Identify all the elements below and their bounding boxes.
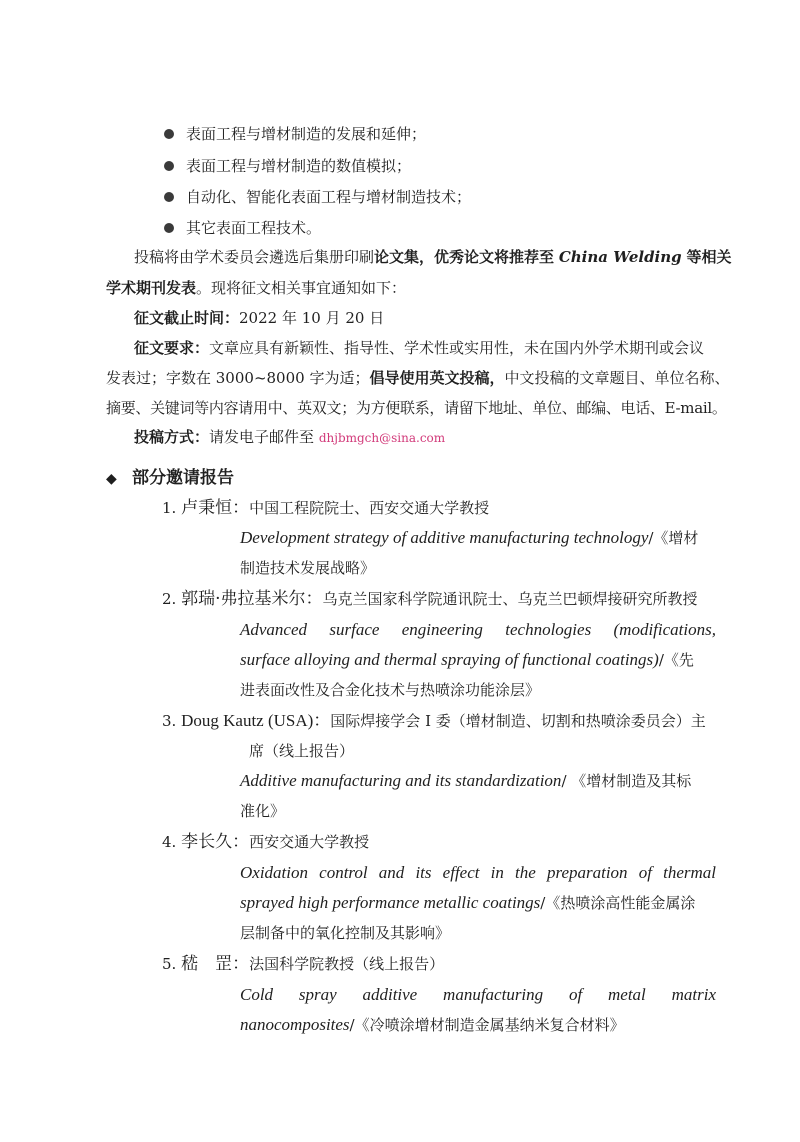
title-word: effect <box>442 863 480 882</box>
speaker-affiliation: 中国工程院院士、西安交通大学教授 <box>249 499 490 517</box>
title-word: Oxidation <box>240 863 308 882</box>
title-word: engineering <box>401 620 483 639</box>
report-title-line: 制造技术发展战略》 <box>240 559 376 577</box>
report-title-line <box>240 619 716 641</box>
requirements-text: 发表过；字数在 3000~8000 字为适； <box>106 369 370 387</box>
speaker-affiliation: 国际焊接学会 I 委（增材制造、切割和热喷涂委员会）主 <box>330 712 706 730</box>
report-title-line <box>240 649 694 671</box>
report-title-line <box>240 1014 625 1036</box>
report-title-line <box>240 892 695 914</box>
report-title-line <box>240 527 698 549</box>
requirements-line-2 <box>106 367 730 389</box>
journal-name: China Welding <box>558 248 682 266</box>
intro-text: 投稿将由学术委员会遴选后集册印刷 <box>134 248 375 266</box>
deadline-value: 2022 年 10 月 20 日 <box>239 309 385 327</box>
speaker-affiliation: 西安交通大学教授 <box>249 833 370 851</box>
bullet-item: 表面工程与增材制造的数值模拟； <box>186 157 412 175</box>
speaker-affiliation: 乌克兰国家科学院通讯院士、乌克兰巴顿焊接研究所教授 <box>322 590 698 608</box>
title-word: additive <box>362 985 418 1004</box>
report-title-zh: /《热喷涂高性能金属涂 <box>540 894 696 912</box>
diamond-bullet-icon: ◆ <box>106 471 117 487</box>
title-word: matrix <box>671 985 716 1004</box>
title-word: metal <box>608 985 646 1004</box>
title-word: of <box>638 863 652 882</box>
report-title-zh: /《先 <box>658 651 694 669</box>
requirements-label: 征文要求： <box>134 339 210 357</box>
requirements-text: 中文投稿的文章题目、单位名称、 <box>504 369 730 387</box>
speaker-affiliation-cont: 席（线上报告） <box>249 742 355 760</box>
speaker-name: 嵇 罡： <box>181 954 250 974</box>
intro-bold-text: 论文集，优秀论文将推荐至 <box>374 248 555 266</box>
report-title-line <box>240 862 716 884</box>
intro-text: 。现将征文相关事宜通知如下： <box>196 279 407 297</box>
speaker-name: Doug Kautz (USA)： <box>181 711 331 730</box>
deadline-line <box>134 307 384 329</box>
report-title-line: 进表面改性及合金化技术与热喷涂功能涂层》 <box>240 681 541 699</box>
report-title-zh: / 《增材制造及其标 <box>561 772 692 790</box>
submission-email-link[interactable]: dhjbmgch@sina.com <box>318 431 446 445</box>
report-title-line <box>240 984 716 1006</box>
report-title-en: sprayed high performance metallic coatings <box>240 893 541 912</box>
report-title-en: Additive manufacturing and its standardization <box>240 771 562 790</box>
report-number: 3. <box>162 712 177 730</box>
report-3-header <box>162 710 706 732</box>
title-word: the <box>515 863 536 882</box>
report-number: 2. <box>162 590 177 608</box>
title-word: control <box>319 863 368 882</box>
speaker-name: 郭瑞·弗拉基米尔： <box>181 589 323 609</box>
title-word: manufacturing <box>443 985 544 1004</box>
report-title-en: Development strategy of additive manufacturing technology <box>240 528 649 547</box>
title-word: spray <box>298 985 337 1004</box>
section-title: 部分邀请报告 <box>132 468 234 488</box>
submission-line <box>134 426 445 449</box>
intro-bold-text: 学术期刊发表 <box>106 279 197 297</box>
report-title-line: 层制备中的氧化控制及其影响》 <box>240 924 451 942</box>
speaker-affiliation: 法国科学院教授（线上报告） <box>249 955 445 973</box>
speaker-name: 卢秉恒： <box>181 498 250 518</box>
report-title-line <box>240 770 691 792</box>
requirements-bold-text: 倡导使用英文投稿， <box>369 369 505 387</box>
report-title-zh: /《增材 <box>648 529 699 547</box>
intro-line-2 <box>106 277 406 299</box>
report-2-header <box>162 588 698 610</box>
report-1-header <box>162 497 489 519</box>
submission-text: 请发电子邮件至 <box>209 428 315 446</box>
title-word: in <box>490 863 504 882</box>
title-word: technologies <box>505 620 592 639</box>
report-title-line: 准化》 <box>240 802 286 820</box>
bullet-item: 自动化、智能化表面工程与增材制造技术； <box>186 188 472 206</box>
title-word: of <box>568 985 583 1004</box>
intro-bold-text: 等相关 <box>686 248 732 266</box>
requirements-text: 文章应具有新颖性、指导性、学术性或实用性，未在国内外学术期刊或会议 <box>209 339 705 357</box>
title-word: preparation <box>546 863 628 882</box>
report-4-header <box>162 831 369 853</box>
report-5-header <box>162 953 444 975</box>
title-word: surface <box>329 620 380 639</box>
bullet-dot <box>164 192 174 202</box>
report-title-en: nanocomposites <box>240 1015 350 1034</box>
speaker-name: 李长久： <box>181 832 250 852</box>
report-title-zh: /《冷喷涂增材制造金属基纳米复合材料》 <box>349 1016 625 1034</box>
bullet-dot <box>164 161 174 171</box>
report-number: 5. <box>162 955 177 973</box>
report-number: 1. <box>162 499 177 517</box>
report-title-en: surface alloying and thermal spraying of functional coatings) <box>240 650 659 669</box>
requirements-line-3: 摘要、关键词等内容请用中、英双文；为方便联系，请留下地址、单位、邮编、电话、E-mail。 <box>106 399 727 417</box>
submission-label: 投稿方式： <box>134 428 210 446</box>
title-word: its <box>415 863 432 882</box>
title-word: Advanced <box>240 620 308 639</box>
deadline-label: 征文截止时间： <box>134 309 240 327</box>
bullet-item: 表面工程与增材制造的发展和延伸； <box>186 125 427 143</box>
bullet-item: 其它表面工程技术。 <box>186 219 322 237</box>
title-word: Cold <box>240 985 274 1004</box>
bullet-dot <box>164 223 174 233</box>
report-number: 4. <box>162 833 177 851</box>
title-word: (modifications, <box>613 620 716 639</box>
title-word: thermal <box>663 863 716 882</box>
requirements-line-1 <box>134 337 704 359</box>
bullet-dot <box>164 129 174 139</box>
title-word: and <box>378 863 405 882</box>
intro-line-1 <box>134 246 731 268</box>
